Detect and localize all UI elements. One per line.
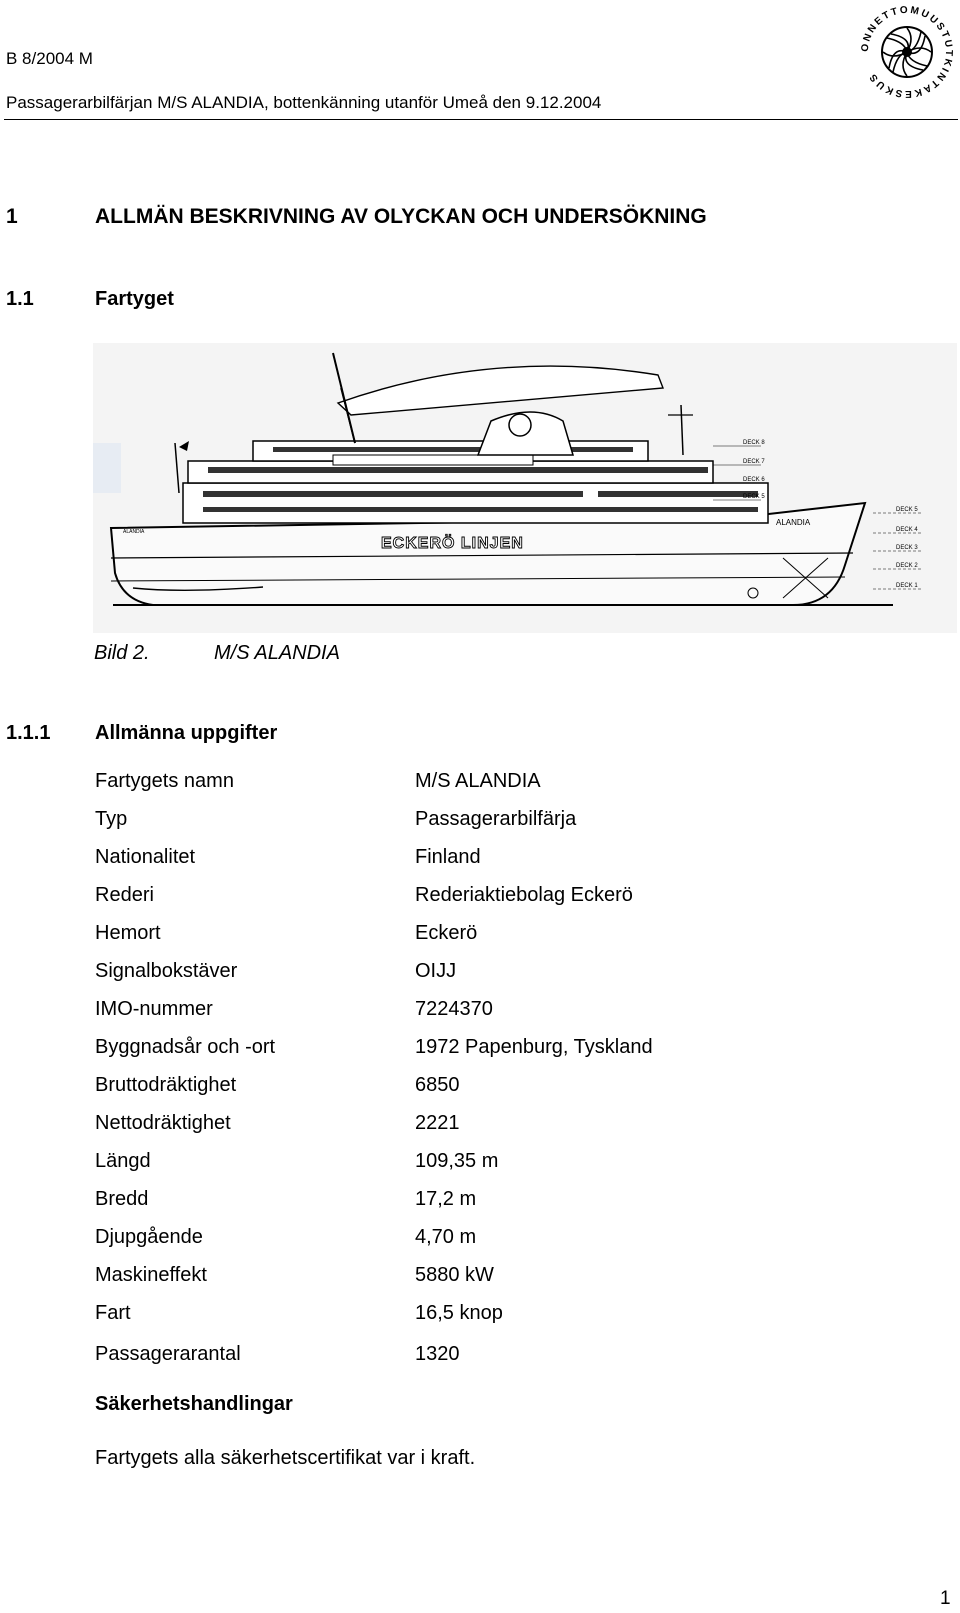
spec-label: Typ <box>95 808 128 830</box>
spec-label: Rederi <box>95 884 154 906</box>
section-title: Allmänna uppgifter <box>95 722 278 744</box>
deck-label-upper-3: DECK 6 <box>743 477 765 483</box>
caption-label: Bild 2. <box>94 642 150 664</box>
spec-value: 5880 kW <box>415 1264 494 1286</box>
page-number: 1 <box>940 1588 951 1609</box>
logo-ring-text: ONNETTOMUUSTUTKINTAKESKUS <box>859 4 955 100</box>
section-number: 1.1 <box>6 288 34 310</box>
deck-label-lower-4: DECK 2 <box>896 563 918 569</box>
section-heading-1-1-1 <box>6 722 277 745</box>
spec-label: Nationalitet <box>95 846 196 868</box>
spec-label: Passagerarantal <box>95 1343 241 1365</box>
spec-value: 6850 <box>415 1074 460 1096</box>
ship-name-bow: ALANDIA <box>776 518 811 527</box>
spec-label: Hemort <box>95 922 161 944</box>
deck-label-lower-1: DECK 5 <box>896 507 918 513</box>
deck-label-upper-1: DECK 8 <box>743 440 765 446</box>
spec-value: 1972 Papenburg, Tyskland <box>415 1036 653 1058</box>
spec-label: Nettodräktighet <box>95 1112 231 1134</box>
spec-label: Bruttodräktighet <box>95 1074 237 1096</box>
spec-value: 16,5 knop <box>415 1302 503 1324</box>
section-title: Fartyget <box>95 288 174 310</box>
section-number: 1 <box>6 205 18 228</box>
section-heading-1 <box>6 205 707 229</box>
onnettomuustutkintakeskus-logo <box>858 0 956 104</box>
spec-label: Signalbokstäver <box>95 960 238 982</box>
spec-value: Finland <box>415 846 481 868</box>
spec-value: 1320 <box>415 1343 460 1365</box>
spec-value: M/S ALANDIA <box>415 770 541 792</box>
header-divider <box>4 119 958 120</box>
spec-label: Längd <box>95 1150 151 1172</box>
spec-label: Bredd <box>95 1188 149 1210</box>
spec-value: 17,2 m <box>415 1188 477 1210</box>
spec-value: OIJJ <box>415 960 457 982</box>
section-heading-1-1 <box>6 288 174 311</box>
spec-label: Byggnadsår och -ort <box>95 1036 276 1058</box>
spec-value: 7224370 <box>415 998 493 1020</box>
safety-heading: Säkerhetshandlingar <box>95 1393 293 1415</box>
ship-name-stern: ALANDIA <box>123 529 145 535</box>
deck-label-lower-5: DECK 1 <box>896 583 918 589</box>
spec-value: 4,70 m <box>415 1226 477 1248</box>
deck-label-lower-3: DECK 3 <box>896 545 918 551</box>
caption-text: M/S ALANDIA <box>214 642 340 664</box>
report-subtitle: Passagerarbilfärjan M/S ALANDIA, bottenkänning utanför Umeå den 9.12.2004 <box>6 93 602 112</box>
spec-value: 109,35 m <box>415 1150 499 1172</box>
deck-label-upper-4: DECK 5 <box>743 494 765 500</box>
spec-value: Passagerarbilfärja <box>415 808 577 830</box>
safety-text: Fartygets alla säkerhetscertifikat var i kraft. <box>95 1447 476 1469</box>
spec-label: Fartygets namn <box>95 770 234 792</box>
deck-label-upper-2: DECK 7 <box>743 459 765 465</box>
section-title: ALLMÄN BESKRIVNING AV OLYCKAN OCH UNDERSÖKNING <box>95 205 707 228</box>
hull-lettering: ECKERÖ LINJEN <box>381 535 524 552</box>
ship-profile-drawing <box>93 343 957 633</box>
spec-value: Eckerö <box>415 922 478 944</box>
deck-label-lower-2: DECK 4 <box>896 527 918 533</box>
spec-label: Maskineffekt <box>95 1264 207 1286</box>
report-code: B 8/2004 M <box>6 49 93 68</box>
section-number: 1.1.1 <box>6 722 51 744</box>
spec-value: Rederiaktiebolag Eckerö <box>415 884 633 906</box>
spec-label: Fart <box>95 1302 131 1324</box>
spec-value: 2221 <box>415 1112 460 1134</box>
spec-label: IMO-nummer <box>95 998 213 1020</box>
spec-label: Djupgående <box>95 1226 203 1248</box>
figure-caption <box>94 642 340 665</box>
